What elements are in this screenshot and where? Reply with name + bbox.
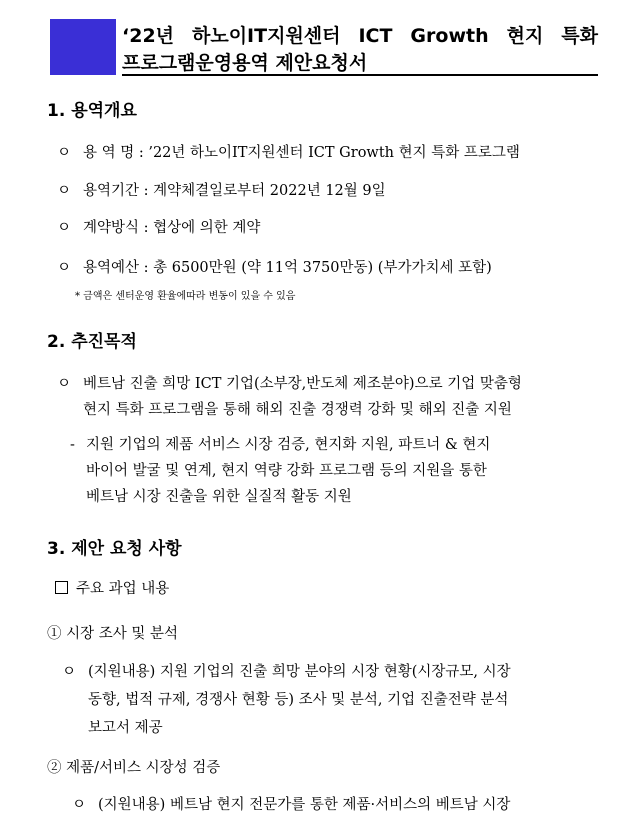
bullet: ㅇ [57, 145, 72, 161]
bullet: ㅇ [57, 183, 72, 199]
main-tasks-text: 주요 과업 내용 [76, 581, 170, 597]
overview-item-text: 용역기간 : 계약체결일로부터 2022년 12월 9일 [83, 183, 386, 199]
title-underline [122, 74, 598, 76]
bullet: ㅇ [57, 220, 72, 236]
bullet: ㅇ [72, 797, 87, 813]
section-1-heading: 1. 용역개요 [47, 101, 137, 121]
section-2-heading: 2. 추진목적 [47, 332, 137, 352]
bullet: ㅇ [57, 260, 72, 276]
main-tasks-label [55, 577, 169, 598]
purpose-text: 베트남 진출 희망 ICT 기업(소부장,반도체 제조분야)으로 기업 맞춤형 [83, 376, 522, 392]
title-color-block [50, 19, 116, 75]
task-2-line-1 [72, 793, 510, 814]
section-3-heading: 3. 제안 요청 사항 [47, 539, 182, 559]
task-2-text: (지원내용) 베트남 현지 전문가를 통한 제품·서비스의 베트남 시장 [98, 797, 511, 813]
document-title-line-1: ‘22년 하노이IT지원센터 ICT Growth 현지 특화 [122, 25, 598, 47]
task-2-title: ② 제품/서비스 시장성 검증 [47, 760, 221, 776]
purpose-sub-line-1 [70, 433, 490, 454]
overview-item-name [57, 141, 520, 162]
purpose-sub-line-2: 바이어 발굴 및 연계, 현지 역량 강화 프로그램 등의 지원을 통한 [86, 463, 487, 479]
overview-item-method [57, 216, 260, 237]
purpose-line-2: 현지 특화 프로그램을 통해 해외 진출 경쟁력 강화 및 해외 진출 지원 [83, 402, 512, 418]
overview-item-text: 용역예산 : 총 6500만원 (약 11억 3750만동) (부가가치세 포함) [83, 260, 492, 276]
overview-item-budget [57, 256, 492, 277]
task-1-line-1 [62, 660, 511, 681]
purpose-bullet-line-1 [57, 372, 522, 393]
overview-item-period [57, 179, 386, 200]
document-title-line-2: 프로그램운영용역 제안요청서 [122, 52, 368, 74]
purpose-sub-text: 지원 기업의 제품 서비스 시장 검증, 현지화 지원, 파트너 & 현지 [86, 437, 491, 453]
bullet: ㅇ [62, 664, 77, 680]
overview-item-text: 계약방식 : 협상에 의한 계약 [83, 220, 261, 236]
dash-bullet: - [70, 437, 75, 453]
document-title-block [50, 17, 598, 75]
budget-footnote: * 금액은 센터운영 환율에따라 변동이 있을 수 있음 [75, 291, 296, 302]
purpose-sub-line-3: 베트남 시장 진출을 위한 실질적 활동 지원 [86, 489, 352, 505]
task-1-title: ① 시장 조사 및 분석 [47, 626, 178, 642]
overview-item-text: 용 역 명 : ’22년 하노이IT지원센터 ICT Growth 현지 특화 프로그램 [83, 145, 520, 161]
task-1-line-2: 동향, 법적 규제, 경쟁사 현황 등) 조사 및 분석, 기업 진출전략 분석 [88, 692, 509, 708]
task-1-text: (지원내용) 지원 기업의 진출 희망 분야의 시장 현황(시장규모, 시장 [88, 664, 511, 680]
bullet: ㅇ [57, 376, 72, 392]
task-1-line-3: 보고서 제공 [88, 720, 163, 736]
checkbox-square-icon [55, 581, 68, 594]
